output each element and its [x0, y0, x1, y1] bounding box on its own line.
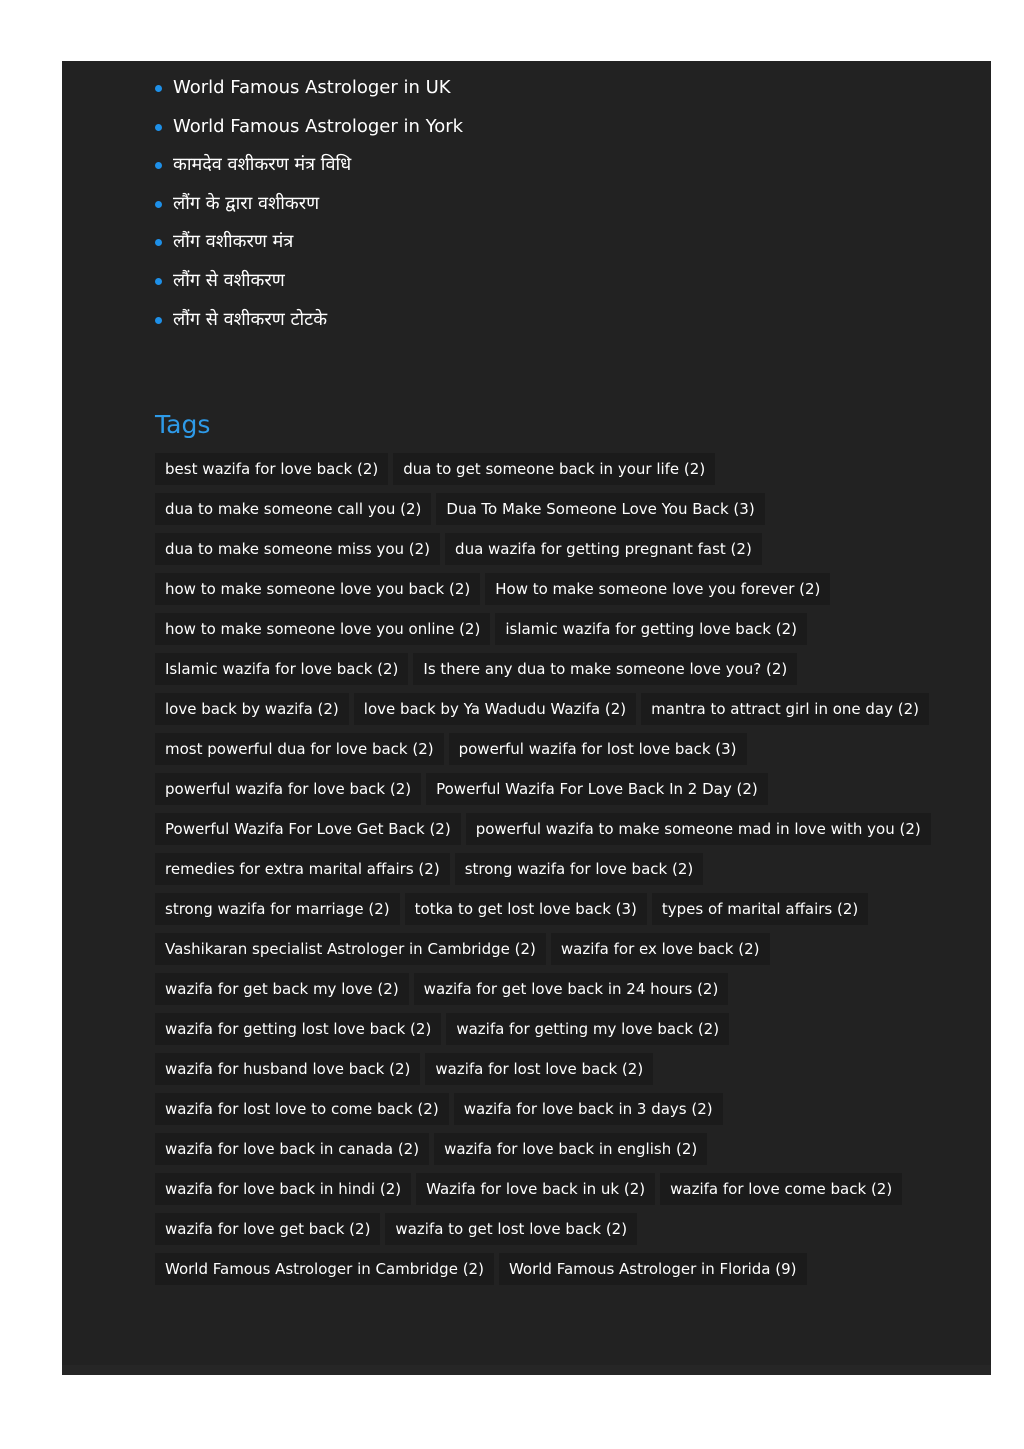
tag-link[interactable]: powerful wazifa for lost love back (3)	[449, 733, 747, 765]
tag-link[interactable]: wazifa for love get back (2)	[155, 1213, 380, 1245]
recent-post-item	[155, 69, 463, 108]
bullet-icon	[155, 162, 162, 169]
recent-post-link[interactable]: लौंग से वशीकरण	[173, 269, 285, 291]
recent-post-link[interactable]: World Famous Astrologer in York	[173, 115, 464, 137]
recent-post-item	[155, 146, 463, 185]
tag-row	[155, 689, 955, 729]
tag-link[interactable]: wazifa for love back in canada (2)	[155, 1133, 429, 1165]
tag-link[interactable]: mantra to attract girl in one day (2)	[641, 693, 929, 725]
tag-row	[155, 569, 955, 609]
tag-link[interactable]: dua to make someone miss you (2)	[155, 533, 440, 565]
tag-link[interactable]: Vashikaran specialist Astrologer in Cambridge (2)	[155, 933, 546, 965]
tag-link[interactable]: Is there any dua to make someone love you? (2)	[413, 653, 797, 685]
tag-row	[155, 849, 955, 889]
recent-post-item	[155, 108, 463, 147]
tag-row	[155, 1209, 955, 1249]
recent-post-item	[155, 185, 463, 224]
tag-row	[155, 809, 955, 849]
tag-link[interactable]: dua wazifa for getting pregnant fast (2)	[445, 533, 762, 565]
tag-link[interactable]: World Famous Astrologer in Cambridge (2)	[155, 1253, 494, 1285]
tag-row	[155, 1249, 955, 1289]
tags-widget-title: Tags	[155, 410, 211, 439]
tag-link[interactable]: remedies for extra marital affairs (2)	[155, 853, 450, 885]
recent-post-link[interactable]: लौंग से वशीकरण टोटके	[173, 308, 328, 330]
tag-row	[155, 449, 955, 489]
bullet-icon	[155, 317, 162, 324]
tag-link[interactable]: How to make someone love you forever (2)	[485, 573, 830, 605]
bullet-icon	[155, 124, 162, 131]
tag-row	[155, 609, 955, 649]
tag-row	[155, 1129, 955, 1169]
tag-row	[155, 649, 955, 689]
tag-row	[155, 529, 955, 569]
tag-link[interactable]: types of marital affairs (2)	[652, 893, 868, 925]
recent-post-link[interactable]: लौंग वशीकरण मंत्र	[173, 231, 294, 253]
tag-row	[155, 1169, 955, 1209]
tag-link[interactable]: love back by wazifa (2)	[155, 693, 349, 725]
recent-posts-list	[155, 69, 463, 339]
tag-link[interactable]: wazifa for ex love back (2)	[551, 933, 770, 965]
tag-link[interactable]: wazifa for lost love back (2)	[425, 1053, 653, 1085]
tag-link[interactable]: dua to make someone call you (2)	[155, 493, 431, 525]
recent-post-item	[155, 223, 463, 262]
tag-link[interactable]: islamic wazifa for getting love back (2)	[495, 613, 807, 645]
tag-row	[155, 1089, 955, 1129]
tag-link[interactable]: strong wazifa for love back (2)	[455, 853, 704, 885]
bullet-icon	[155, 239, 162, 246]
tag-link[interactable]: most powerful dua for love back (2)	[155, 733, 444, 765]
tag-row	[155, 1049, 955, 1089]
tag-row	[155, 929, 955, 969]
tag-link[interactable]: wazifa for love back in english (2)	[434, 1133, 707, 1165]
tag-link[interactable]: wazifa to get lost love back (2)	[385, 1213, 637, 1245]
tag-link[interactable]: wazifa for getting lost love back (2)	[155, 1013, 441, 1045]
tag-link[interactable]: Powerful Wazifa For Love Back In 2 Day (2)	[426, 773, 768, 805]
sidebar-panel	[62, 61, 991, 1375]
tag-row	[155, 969, 955, 1009]
tag-row	[155, 889, 955, 929]
tag-link[interactable]: dua to get someone back in your life (2)	[393, 453, 715, 485]
tag-link[interactable]: wazifa for love back in hindi (2)	[155, 1173, 411, 1205]
tag-link[interactable]: how to make someone love you back (2)	[155, 573, 480, 605]
tag-link[interactable]: Powerful Wazifa For Love Get Back (2)	[155, 813, 461, 845]
tag-link[interactable]: Islamic wazifa for love back (2)	[155, 653, 408, 685]
bullet-icon	[155, 278, 162, 285]
tag-link[interactable]: World Famous Astrologer in Florida (9)	[499, 1253, 807, 1285]
tag-link[interactable]: wazifa for lost love to come back (2)	[155, 1093, 449, 1125]
tag-link[interactable]: wazifa for love back in 3 days (2)	[454, 1093, 723, 1125]
tag-link[interactable]: love back by Ya Wadudu Wazifa (2)	[354, 693, 636, 725]
bullet-icon	[155, 201, 162, 208]
tag-link[interactable]: powerful wazifa to make someone mad in love with you (2)	[466, 813, 931, 845]
tag-link[interactable]: wazifa for getting my love back (2)	[446, 1013, 729, 1045]
tag-link[interactable]: best wazifa for love back (2)	[155, 453, 388, 485]
bullet-icon	[155, 85, 162, 92]
recent-post-item	[155, 301, 463, 340]
recent-post-link[interactable]: लौंग के द्वारा वशीकरण	[173, 192, 320, 214]
recent-post-item	[155, 262, 463, 301]
tag-link[interactable]: wazifa for get love back in 24 hours (2)	[414, 973, 729, 1005]
tag-link[interactable]: strong wazifa for marriage (2)	[155, 893, 400, 925]
tag-cloud	[155, 449, 955, 1289]
tag-link[interactable]: powerful wazifa for love back (2)	[155, 773, 421, 805]
tag-link[interactable]: Dua To Make Someone Love You Back (3)	[436, 493, 764, 525]
tag-link[interactable]: wazifa for husband love back (2)	[155, 1053, 420, 1085]
tag-link[interactable]: wazifa for get back my love (2)	[155, 973, 409, 1005]
tag-link[interactable]: wazifa for love come back (2)	[660, 1173, 902, 1205]
tag-row	[155, 769, 955, 809]
tag-row	[155, 729, 955, 769]
tag-link[interactable]: Wazifa for love back in uk (2)	[416, 1173, 655, 1205]
tag-link[interactable]: totka to get lost love back (3)	[405, 893, 647, 925]
recent-post-link[interactable]: World Famous Astrologer in UK	[173, 77, 451, 98]
tag-row	[155, 1009, 955, 1049]
panel-footer-strip	[62, 1365, 991, 1375]
tag-link[interactable]: how to make someone love you online (2)	[155, 613, 490, 645]
tag-row	[155, 489, 955, 529]
recent-post-link[interactable]: कामदेव वशीकरण मंत्र विधि	[173, 154, 352, 176]
